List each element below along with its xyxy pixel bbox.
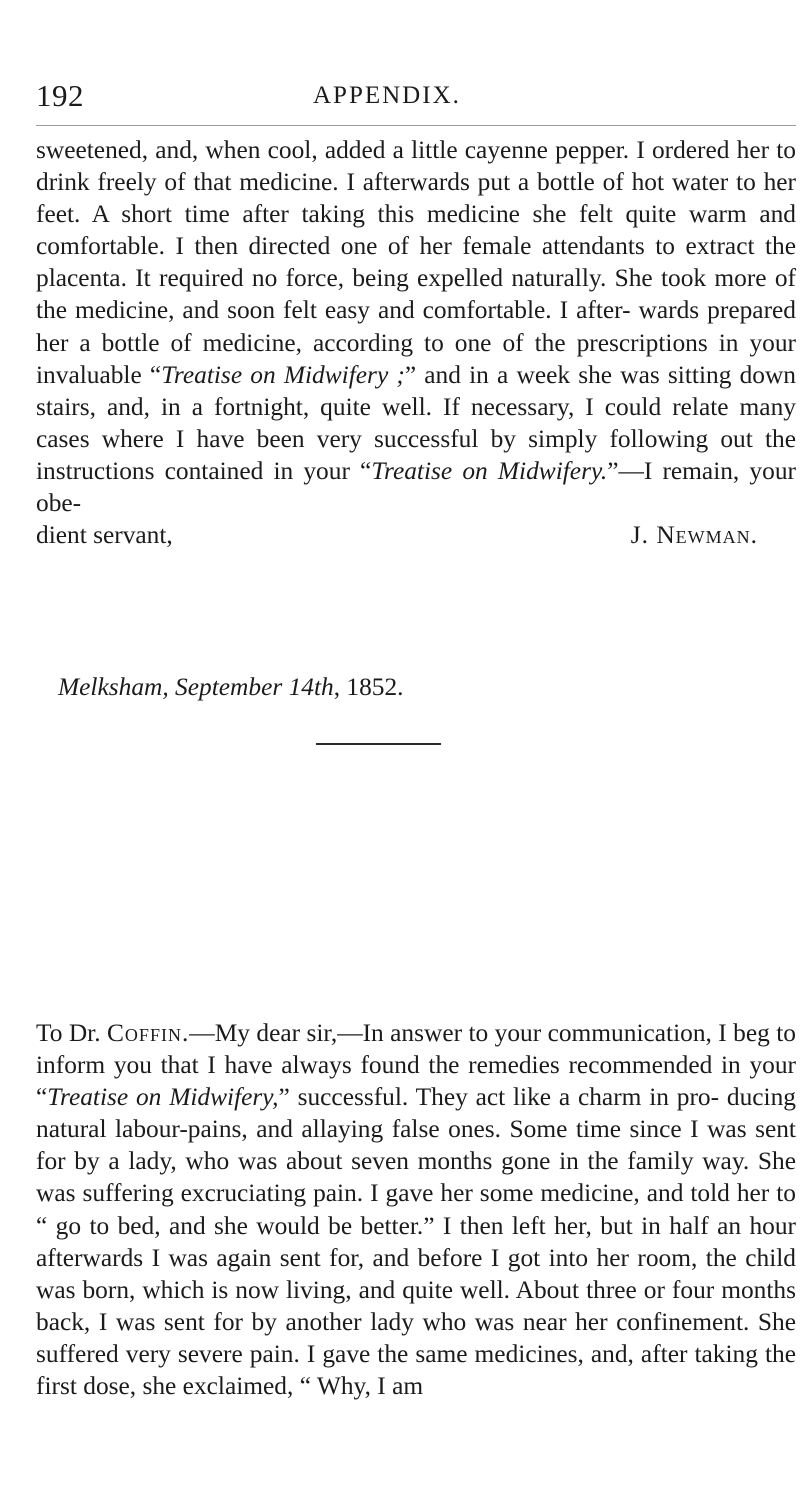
text-line: ” and in a week she was sitting down stairs, [36, 360, 797, 421]
letter-body [36, 134, 796, 519]
letter-newman [36, 134, 796, 551]
text-line: three or four months back, I was sent for by another [36, 1275, 796, 1336]
text-line: very severe pain. I gave the same medicines, and, [125, 1339, 634, 1368]
text-line: after taking the first dose, she exclaimed, “ Why, I am [36, 1339, 796, 1401]
letter-to-coffin [36, 1017, 796, 1402]
text-line: I then left her, but in half an hour afterwards I was [36, 1211, 796, 1272]
book-title-ref: Treatise on Midwifery. [371, 456, 608, 485]
text-line: about seven months gone in the family way. She was [36, 1147, 796, 1208]
book-title-ref: Treatise on [161, 360, 276, 389]
letter-body [36, 1017, 796, 1402]
text-line: ducing natural labour-pains, and allaying false ones. [36, 1083, 796, 1144]
header-rule [36, 125, 796, 126]
text-line: pepper. I ordered her to drink freely of that medicine. [36, 136, 796, 197]
text-line: force, being expelled naturally. She took more of the [36, 264, 796, 325]
book-title-ref: Midwifery ; [283, 360, 405, 389]
text-line: was born, which is now living, and quite well. About [36, 1275, 580, 1304]
page-header [36, 78, 796, 122]
text-line: —My dear sir,—In answer to your [189, 1019, 542, 1047]
text-line: your “ [303, 456, 372, 485]
dateline [58, 673, 404, 702]
text-line: communication, I beg to inform you that I have always [36, 1019, 796, 1080]
signature: J. Newman. [630, 521, 758, 550]
text-line: relate many cases where I have been very successful [36, 392, 796, 453]
text-line: ” successful. They act like a charm in pro- [278, 1083, 720, 1112]
section-separator [316, 743, 441, 745]
running-head: APPENDIX. [313, 82, 461, 109]
text-line: Some time since I was sent for by a lady, who was [36, 1115, 796, 1176]
dateline-day: 14th [288, 673, 334, 701]
text-line: wards prepared her a bottle of medicine, according to one [36, 296, 796, 357]
closing-text: dient servant, [36, 521, 173, 550]
text-line: and told her to “ go to bed, and she would be better.” [36, 1179, 796, 1240]
text-line: again sent for, and before I got into her room, the child [216, 1243, 796, 1272]
text-line: found the remedies recommended in your “ [36, 1051, 796, 1112]
text-line: and comfortable. I then directed one of her female [36, 200, 796, 261]
text-line: sweetened, and, when cool, added a little cayenne [36, 136, 548, 164]
text-line: I afterwards put a bottle of hot water to her feet. A [36, 168, 796, 229]
text-line: of the prescriptions in your invaluable “ [36, 328, 796, 389]
salutation-start: To Dr. [36, 1019, 107, 1047]
page-number: 192 [36, 78, 84, 113]
text-line: short time after taking this medicine she felt quite warm [121, 200, 747, 229]
letter-closing [36, 519, 796, 551]
book-title-ref: Treatise on [47, 1083, 162, 1112]
book-title-ref: Midwifery, [169, 1083, 279, 1112]
text-line: and, in a fortnight, quite well. If necessary, I could [106, 392, 662, 421]
text-line: suffering excruciating pain. I gave her some medicine, [82, 1179, 640, 1208]
text-line: lady who was near her confinement. She suffered [36, 1307, 797, 1368]
text-line: medicine, and soon felt easy and comfortable. I after- [75, 296, 631, 325]
text-line: ”—I remain, your obe- [36, 456, 796, 518]
dateline-place: Melksham, September [58, 673, 289, 701]
addressee: Coffin. [107, 1019, 190, 1047]
dateline-year: , 1852. [333, 673, 404, 701]
text-line: attendants to extract the placenta. It required no [36, 232, 796, 293]
text-line: by simply following out the instructions contained in [36, 424, 796, 485]
